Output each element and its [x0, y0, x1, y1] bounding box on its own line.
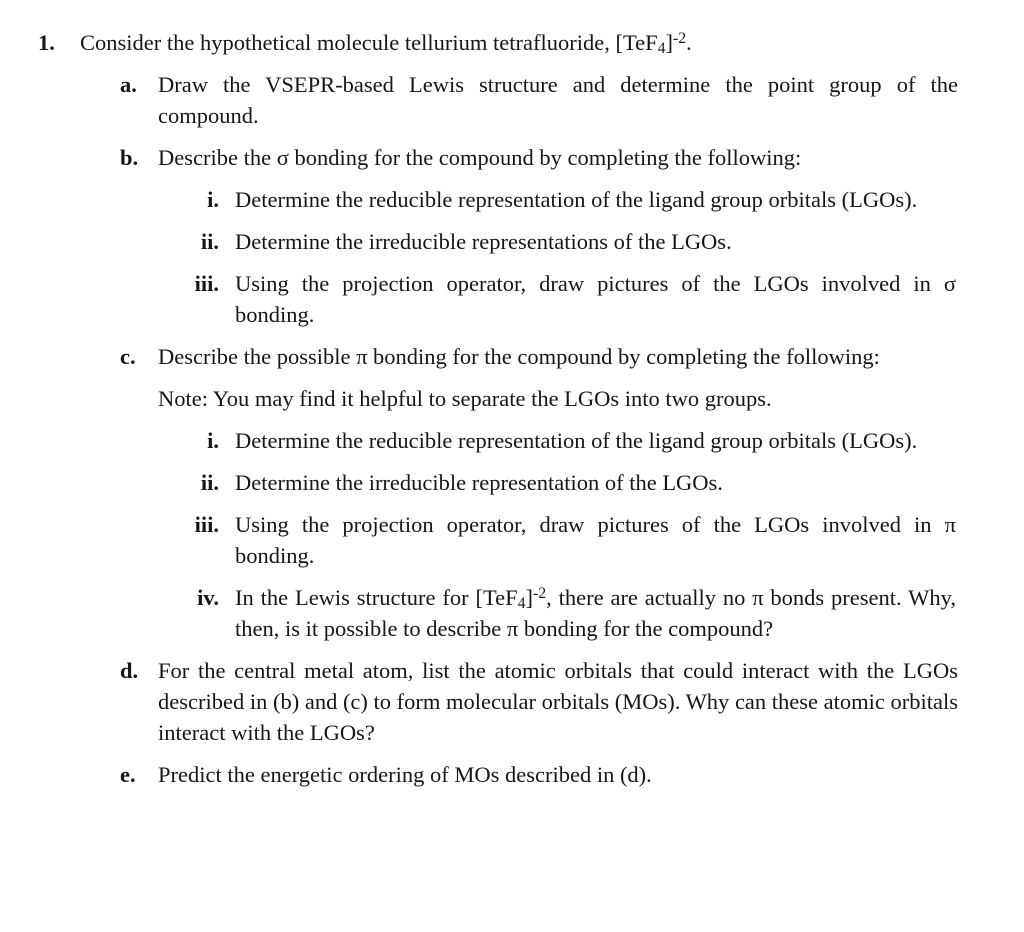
question-1-intro: Consider the hypothetical molecule tellurium tetrafluoride, $[TeF_4]^{-2}$.	[80, 29, 692, 57]
part-c-step-iii-text: Using the projection operator, draw pictures of the LGOs involved in π bonding.	[235, 512, 956, 568]
part-b-step-iii-text: Using the projection operator, draw pictures of the LGOs involved in σ bonding.	[235, 271, 956, 327]
part-e-text: Predict the energetic ordering of MOs described in (d).	[158, 762, 652, 787]
part-b-marker: b.	[120, 145, 139, 170]
part-b-step-i	[0, 184, 1024, 215]
part-b-step-i-marker: i.	[207, 187, 219, 212]
part-c-step-iv	[0, 582, 1024, 644]
question-1	[0, 27, 1024, 58]
part-c-step-ii-text: Determine the irreducible representation of the LGOs.	[235, 470, 723, 495]
part-b-text: Describe the σ bonding for the compound by completing the following:	[158, 145, 802, 170]
part-c-marker: c.	[120, 344, 136, 369]
part-c-step-ii-marker: ii.	[200, 470, 219, 495]
part-c-step-i-text: Determine the reducible representation of the ligand group orbitals (LGOs).	[235, 428, 918, 453]
part-a-text: Draw the VSEPR-based Lewis structure and determine the point group of the compound.	[158, 72, 958, 128]
part-e	[0, 759, 1024, 790]
part-c-text: Describe the possible π bonding for the compound by completing the following:	[158, 344, 880, 369]
part-b-step-ii-marker: ii.	[200, 229, 219, 254]
part-b-step-i-text: Determine the reducible representation of the ligand group orbitals (LGOs).	[235, 187, 918, 212]
question-1-number: 1.	[38, 30, 55, 55]
part-b-step-ii-text: Determine the irreducible representations of the LGOs.	[235, 229, 732, 254]
part-c	[0, 341, 1024, 372]
part-a-marker: a.	[120, 72, 137, 97]
part-c-step-iv-text: In the Lewis structure for $[TeF_4]^{-2}$, there are actually no π bonds present. Why, then, is it possible to describe π bonding for the compound?	[235, 584, 956, 641]
part-c-step-iv-marker: iv.	[197, 585, 219, 610]
part-c-note-row	[0, 383, 1024, 414]
part-a	[0, 69, 1024, 131]
part-d	[0, 655, 1024, 748]
part-c-step-i-marker: i.	[207, 428, 219, 453]
part-b	[0, 142, 1024, 173]
part-c-note: Note: You may find it helpful to separate the LGOs into two groups.	[158, 386, 772, 411]
part-e-marker: e.	[120, 762, 136, 787]
part-d-text: For the central metal atom, list the atomic orbitals that could interact with the LGOs described in (b) and (c) to form molecular orbitals (MOs). Why can these atomic orbitals interact with the LGOs?	[158, 658, 958, 745]
part-b-step-ii	[0, 226, 1024, 257]
part-c-step-iii	[0, 509, 1024, 571]
part-b-step-iii-marker: iii.	[194, 271, 219, 296]
part-c-step-ii	[0, 467, 1024, 498]
part-d-marker: d.	[120, 658, 139, 683]
part-c-step-i	[0, 425, 1024, 456]
part-b-step-iii	[0, 268, 1024, 330]
part-c-step-iii-marker: iii.	[194, 512, 219, 537]
